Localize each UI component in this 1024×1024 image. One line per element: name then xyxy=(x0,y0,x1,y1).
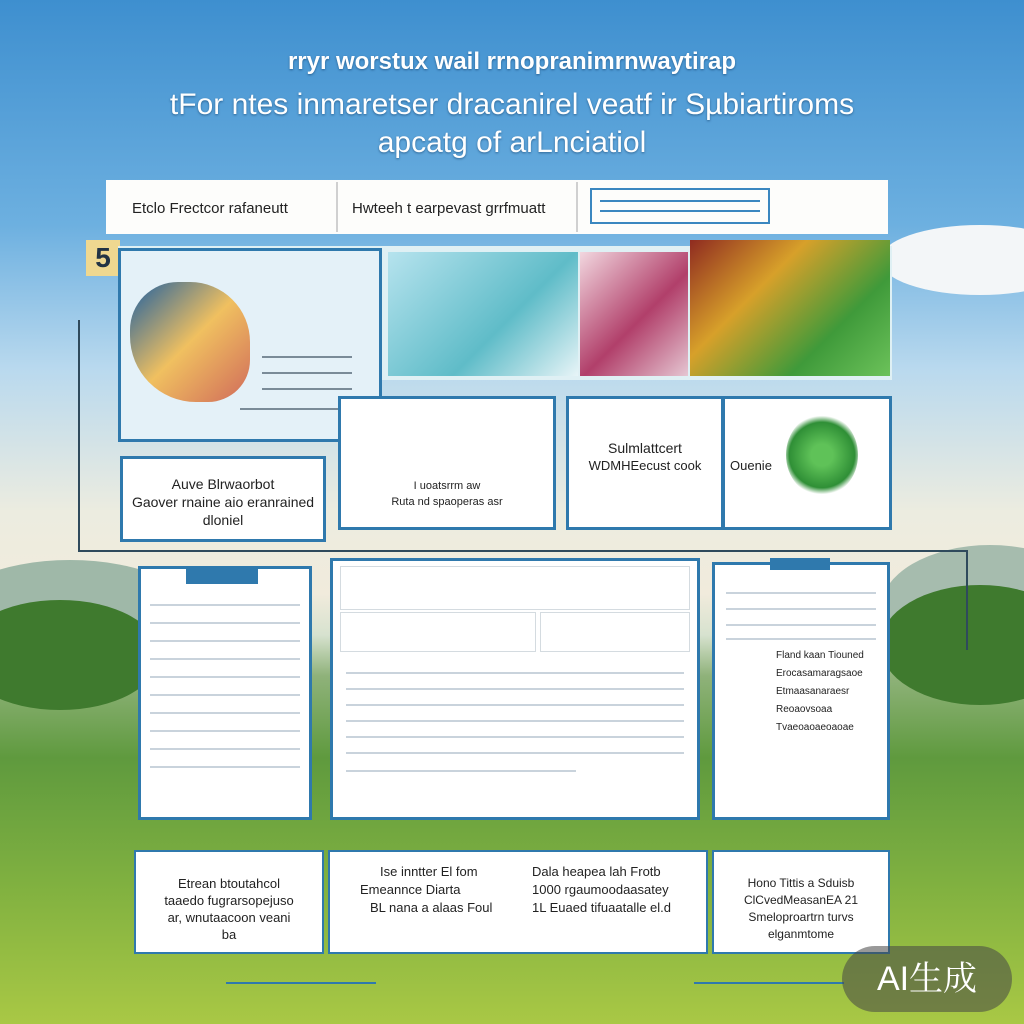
mid-box-3-line: Sulmlattcert xyxy=(608,440,682,456)
bottom-box-1-line: ba xyxy=(221,927,237,942)
map-legend-line xyxy=(262,356,352,358)
map-legend-line xyxy=(240,408,350,410)
flow-arrow-right xyxy=(694,982,844,984)
doc-text-line xyxy=(150,730,300,732)
header-line-2: tFor ntes inmaretser dracanirel veatf ir Sµbiartiroms xyxy=(169,88,855,121)
connector-spine xyxy=(78,320,80,552)
banner-segment-leaves xyxy=(690,240,890,376)
doc-text-line xyxy=(150,712,300,714)
bottom-box-3-line: Smeloproartrn turvs xyxy=(748,910,854,924)
connector-drop xyxy=(966,550,968,650)
tab-lines-placeholder xyxy=(590,188,770,224)
doc-text-line xyxy=(150,694,300,696)
mid-box-4-label: Ouenie xyxy=(730,458,772,473)
doc-center-header xyxy=(340,566,690,610)
flow-arrow-left xyxy=(226,982,376,984)
doc-text-line xyxy=(150,604,300,606)
bottom-box-1-line: Etrean btoutahcol xyxy=(178,876,280,891)
doc-right-line xyxy=(726,608,876,610)
doc-center-subheader-right xyxy=(540,612,690,652)
doc-right-item: Etmaasanaraesr xyxy=(776,686,850,697)
bottom-box-3-line: elganmtome xyxy=(767,927,835,941)
doc-center-subheader-left xyxy=(340,612,536,652)
doc-center-line xyxy=(346,720,684,722)
doc-right-item: Tvaeoaoaeoaoae xyxy=(776,722,854,733)
doc-center-line xyxy=(346,672,684,674)
step-badge: 5 xyxy=(86,240,120,276)
doc-text-line xyxy=(150,766,300,768)
ai-generated-watermark: AI生成 xyxy=(842,946,1012,1012)
doc-right-line xyxy=(726,638,876,640)
doc-center-line xyxy=(346,688,684,690)
doc-panel-right-tab[interactable] xyxy=(770,558,830,570)
mid-box-2-line: Ruta nd spaoperas asr xyxy=(391,496,503,508)
doc-panel-left-tab[interactable] xyxy=(186,568,258,584)
connector-bus xyxy=(78,550,968,552)
mid-box-2[interactable] xyxy=(338,396,556,530)
bottom-box-2-left-line: Ise inntter El fom xyxy=(380,864,478,879)
doc-right-item: Fland kaan Tiouned xyxy=(776,650,864,661)
header-line-3: apcatg of arLnciatiol xyxy=(377,126,647,159)
leaf-globe-icon xyxy=(786,414,858,496)
tab-divider xyxy=(576,182,578,232)
bottom-box-3-line: ClCvedMeasanEA 21 xyxy=(743,893,859,907)
bottom-box-3-line: Hono Tittis a Sduisb xyxy=(747,876,855,890)
bottom-box-2-right-line: Dala heapea lah Frotb xyxy=(532,864,661,879)
doc-right-item: Erocasamaragsaoe xyxy=(776,668,863,679)
mid-box-1-line: dloniel xyxy=(202,512,244,528)
cloud xyxy=(880,225,1024,295)
bottom-box-1-line: taaedo fugrarsopejuso xyxy=(164,893,294,908)
doc-text-line xyxy=(150,622,300,624)
bottom-box-2-left-line: Emeannce Diarta xyxy=(360,882,461,897)
mid-box-3-line: WDMHEecust cook xyxy=(588,458,702,473)
doc-text-line xyxy=(150,676,300,678)
top-tab-2[interactable]: Hwteeh t earpevast grrfmuatt xyxy=(352,200,546,217)
bottom-box-2-right-line: 1000 rgaumoodaasatey xyxy=(532,882,669,897)
doc-right-item: Reoaovsoaa xyxy=(776,704,833,715)
banner-segment-pink xyxy=(580,252,688,376)
doc-right-line xyxy=(726,624,876,626)
header-line-1: rryr worstux wail rrnopranimrnwaytirap xyxy=(287,48,737,75)
doc-center-line xyxy=(346,704,684,706)
doc-center-line xyxy=(346,736,684,738)
tab-line xyxy=(600,210,760,212)
mid-box-1-line: Gaover rnaine aio eranrained xyxy=(131,494,315,510)
tab-line xyxy=(600,200,760,202)
bottom-box-2-left-line: BL nana a alaas Foul xyxy=(370,900,493,915)
doc-right-line xyxy=(726,592,876,594)
doc-text-line xyxy=(150,658,300,660)
map-legend-line xyxy=(262,388,352,390)
mid-box-2-line: I uoatsrrm aw xyxy=(413,480,481,492)
map-legend-line xyxy=(262,372,352,374)
doc-text-line xyxy=(150,748,300,750)
bottom-box-1-line: ar, wnutaacoon veani xyxy=(167,910,291,925)
top-tab-1[interactable]: Etclo Frectcor rafaneutt xyxy=(132,200,288,217)
doc-center-line xyxy=(346,770,576,772)
doc-text-line xyxy=(150,640,300,642)
tab-divider xyxy=(336,182,338,232)
mid-box-1-line: Auve Blrwaorbot xyxy=(171,476,275,492)
bottom-box-2-right-line: 1L Euaed tifuaatalle el.d xyxy=(532,900,672,915)
doc-center-line xyxy=(346,752,684,754)
banner-segment-teal xyxy=(388,252,578,376)
